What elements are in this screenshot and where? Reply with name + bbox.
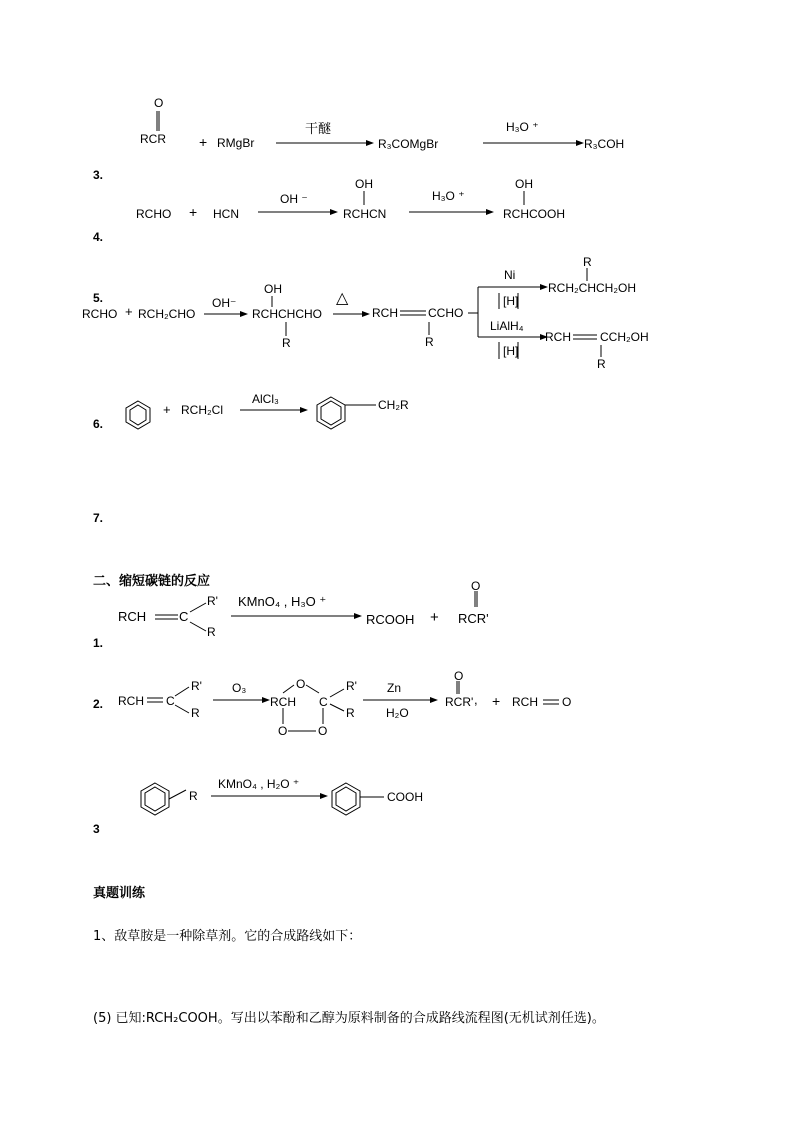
reaction-number: 4. [93,230,104,244]
arrowhead [576,140,584,146]
plus-sign: + [492,693,501,709]
substituent: R [207,625,216,639]
reaction-number: 7. [93,511,104,525]
arrowhead [366,140,374,146]
product-right: CCH₂OH [600,330,649,344]
reaction-number: 6. [93,417,104,431]
intermediate: R₃COMgBr [378,137,439,151]
product-left: RCH [545,330,571,344]
substituent: R [597,357,606,371]
product: RCR' [458,611,489,626]
benzene-ring-inner [145,787,165,811]
condition: OH⁻ [212,296,237,310]
benzene-ring-inner [336,787,356,811]
enal-right: CCHO [428,306,464,320]
plus-sign: + [163,402,171,417]
benzene-ring-inner [321,401,341,425]
arrowhead [300,407,308,413]
arrowhead [262,697,270,703]
practice-heading: 真题训练 [93,886,146,901]
atom-label: O [454,669,464,683]
substituent: R' [207,594,218,608]
section-heading: 二、缩短碳链的反应 [93,574,211,589]
plus-sign: + [199,134,208,150]
reactant: RCR [140,132,166,146]
arrowhead [240,311,248,317]
reaction-number: 2. [93,697,104,711]
condition: Ni [504,268,516,282]
product-left: RCH [512,695,538,709]
carbon-label: C [179,609,189,624]
substituent: R' [191,679,202,693]
bond [190,622,206,631]
arrowhead [362,311,370,317]
substituent: R [189,789,198,803]
bond [175,705,189,713]
arrowhead [354,613,362,619]
condition: H₃O ⁺ [432,189,465,203]
substituent: R [583,255,592,269]
product: RCR' [445,695,474,709]
intermediate: RCHCHCHO [252,307,322,321]
product: RCH₂CHCH₂OH [548,281,636,295]
reactant: RCH₂CHO [138,307,196,321]
arrowhead [330,209,338,215]
ring-oxygen: O [278,724,288,738]
substituent: R' [346,679,357,693]
condition: AlCl₃ [252,392,279,406]
heat-symbol: △ [336,288,349,307]
reactant: RCHO [82,307,118,321]
product: RCOOH [366,612,415,627]
condition: KMnO₄ , H₃O ⁺ [238,594,327,609]
ring-bond [283,685,294,693]
bond [330,689,344,697]
enal-left: RCH [372,306,398,320]
ozonide-carbon: C [319,695,328,709]
condition: O₃ [232,681,247,695]
condition: [H] [503,294,519,308]
atom-label: OH [264,282,282,296]
substituent: R [346,706,355,720]
atom-label: OH [515,177,533,191]
comma: , [474,692,478,707]
benzene-ring-inner [130,405,146,425]
product: R₃COH [584,137,625,151]
bond [330,704,344,711]
reaction-number: 3 [93,822,100,836]
arrowhead [486,209,494,215]
condition: H₂O [386,706,409,720]
ring-bond [306,685,319,693]
reaction-number: 1. [93,636,104,650]
condition: Zn [387,681,402,695]
plus-sign: + [125,304,133,319]
product-substituent: CH₂R [378,398,409,412]
bond [190,603,206,612]
ozonide-rch: RCH [270,695,296,709]
atom-label: OH [355,177,373,191]
reactant: RCHO [136,207,172,221]
condition: OH ⁻ [280,192,308,206]
condition: [H] [503,344,519,358]
product-right: O [562,695,572,709]
question-5: (5) 已知:RCH₂COOH。写出以苯酚和乙醇为原料制备的合成路线流程图(无机试剂任选)。 [93,1011,605,1026]
arrowhead [320,793,328,799]
ring-oxygen: O [296,677,306,691]
intermediate: RCHCN [343,207,387,221]
arrowhead [430,697,438,703]
reagent: RMgBr [217,136,255,150]
reaction-number: 3. [93,168,104,182]
condition: 干醚 [305,122,332,137]
substituent: R [425,335,434,349]
atom-label: O [471,579,481,593]
arrowhead [540,284,548,290]
product-substituent: COOH [387,790,423,804]
product: RCHCOOH [503,207,565,221]
bond [169,790,186,799]
plus-sign: + [189,204,198,220]
substituent: R [191,706,200,720]
condition: H₃O ⁺ [506,120,539,134]
bond [175,687,189,696]
question-1: 1、敌草胺是一种除草剂。它的合成路线如下： [93,929,362,944]
atom-label: O [154,96,164,110]
alkene-left: RCH [118,609,147,624]
reactant: HCN [213,207,239,221]
alkene-left: RCH [118,694,144,708]
carbon-label: C [166,694,175,708]
reagent: RCH₂Cl [181,403,223,417]
substituent: R [282,336,291,350]
ring-oxygen: O [318,724,328,738]
plus-sign: + [430,609,439,626]
reaction-number: 5. [93,291,104,305]
condition: KMnO₄ , H₂O ⁺ [218,777,300,791]
condition: LiAlH₄ [490,319,524,333]
